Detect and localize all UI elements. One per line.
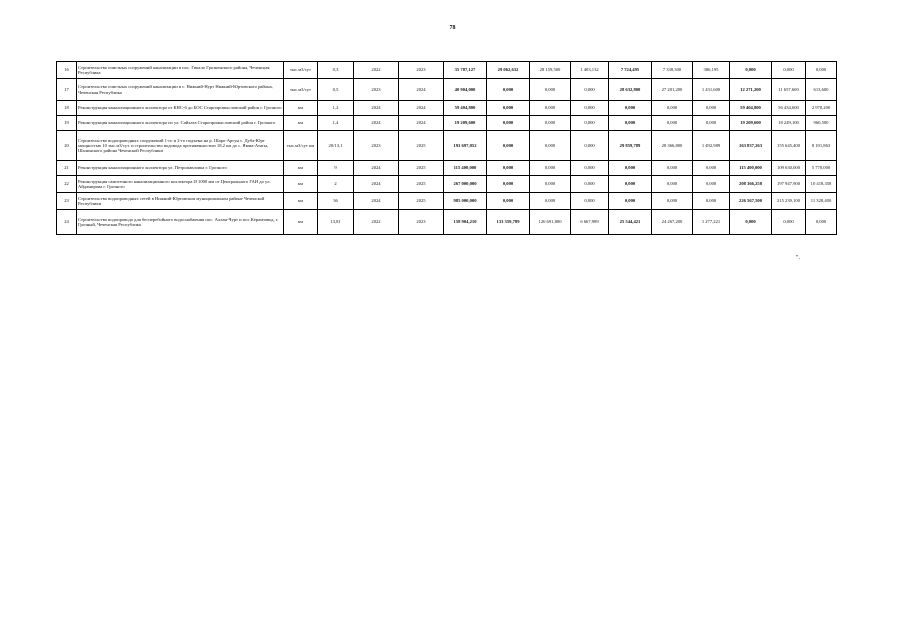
capacity-cell: 1,2 <box>318 101 354 116</box>
start-year-cell: 2024 <box>354 116 399 131</box>
year3-regional-cell: 0,000 <box>806 62 837 79</box>
year1-total-cell: 0,000 <box>487 116 530 131</box>
year3-federal-cell: 197 947,900 <box>772 176 806 193</box>
year2-federal-cell: 7 338,300 <box>652 62 693 79</box>
year3-total-cell: 226 567,500 <box>730 193 772 210</box>
year1-federal-cell: 28 159,500 <box>530 62 571 79</box>
total-cost-cell: 35 787,127 <box>444 62 487 79</box>
year2-total-cell: 29 859,789 <box>609 131 652 161</box>
total-cost-cell: 267 000,000 <box>444 176 487 193</box>
capacity-cell: 1,4 <box>318 116 354 131</box>
year2-federal-cell: 0,000 <box>652 116 693 131</box>
unit-cell: км <box>284 210 318 235</box>
end-year-cell: 2025 <box>399 131 444 161</box>
year3-federal-cell: 11 657,600 <box>772 79 806 101</box>
start-year-cell: 2022 <box>354 62 399 79</box>
year2-federal-cell: 0,000 <box>652 176 693 193</box>
table-row <box>57 210 837 235</box>
year3-regional-cell: 8 191,863 <box>806 131 837 161</box>
year2-total-cell: 25 544,421 <box>609 210 652 235</box>
start-year-cell: 2023 <box>354 131 399 161</box>
year3-federal-cell: 109 630,000 <box>772 161 806 176</box>
end-year-cell: 2025 <box>399 161 444 176</box>
year2-federal-cell: 0,000 <box>652 161 693 176</box>
project-name-cell: Строительство водопроводных сооружений 1-го и 2-го подъема на р. Шаро-Аргун с. Дуба-Юрт мощностью 10 тыс.м3/сут. и строительство водовода протяженностью 18,2 км до с. Ямма-Атагы, Шалинского района Чеченской Республики <box>77 131 284 161</box>
project-name-cell: Строительство очистных сооружений канализации в пос. Гикало Грозненского района, Чеченская Республика <box>77 62 284 79</box>
project-name-cell: Строительство водопровода для бесперебойного водоснабжения пос. Алхан-Чурт и пос.Керамзавод, г. Грозный, Чеченская Республика <box>77 210 284 235</box>
year1-federal-cell: 0,000 <box>530 131 571 161</box>
start-year-cell: 2024 <box>354 193 399 210</box>
year1-total-cell: 0,000 <box>487 193 530 210</box>
row-number-cell: 23 <box>57 193 77 210</box>
year2-federal-cell: 28 366,800 <box>652 131 693 161</box>
year1-regional-cell: 0,000 <box>571 176 609 193</box>
start-year-cell: 2024 <box>354 161 399 176</box>
year3-regional-cell: 0,000 <box>806 210 837 235</box>
year1-regional-cell: 0,000 <box>571 101 609 116</box>
unit-cell: км <box>284 161 318 176</box>
year1-regional-cell: 0,000 <box>571 116 609 131</box>
start-year-cell: 2023 <box>354 79 399 101</box>
year2-federal-cell: 27 201,200 <box>652 79 693 101</box>
capacity-cell: 2 <box>318 176 354 193</box>
year2-regional-cell: 1 277,221 <box>693 210 730 235</box>
year3-federal-cell: 18 249,100 <box>772 116 806 131</box>
total-cost-cell: 193 697,052 <box>444 131 487 161</box>
year2-total-cell: 7 724,495 <box>609 62 652 79</box>
year1-total-cell: 0,000 <box>487 176 530 193</box>
year2-total-cell: 0,000 <box>609 101 652 116</box>
table-row <box>57 116 837 131</box>
project-name-cell: Реконструкция самотечного канализационного коллектора Ø 1000 мм от Центрального ГАИ до ул. Айдамирова г. Грозного <box>77 176 284 193</box>
end-year-cell: 2024 <box>399 116 444 131</box>
year3-regional-cell: 11 328,400 <box>806 193 837 210</box>
row-number-cell: 20 <box>57 131 77 161</box>
total-cost-cell: 985 000,000 <box>444 193 487 210</box>
year1-total-cell: 0,000 <box>487 79 530 101</box>
year3-total-cell: 59 404,800 <box>730 101 772 116</box>
year2-regional-cell: 0,000 <box>693 176 730 193</box>
year1-total-cell: 29 062,632 <box>487 62 530 79</box>
year2-federal-cell: 0,000 <box>652 101 693 116</box>
unit-cell: км <box>284 176 318 193</box>
year1-federal-cell: 0,000 <box>530 176 571 193</box>
year3-regional-cell: 10 418,358 <box>806 176 837 193</box>
year3-total-cell: 115 400,000 <box>730 161 772 176</box>
start-year-cell: 2024 <box>354 101 399 116</box>
year3-regional-cell: 5 770,000 <box>806 161 837 176</box>
year2-regional-cell: 0,000 <box>693 193 730 210</box>
year2-regional-cell: 386,195 <box>693 62 730 79</box>
year2-total-cell: 28 632,800 <box>609 79 652 101</box>
year3-total-cell: 19 209,600 <box>730 116 772 131</box>
unit-cell: тыс.м3/сут <box>284 62 318 79</box>
year3-federal-cell: 155 645,400 <box>772 131 806 161</box>
year3-regional-cell: 2 970,200 <box>806 101 837 116</box>
year3-federal-cell: 0,000 <box>772 62 806 79</box>
year1-regional-cell: 0,000 <box>571 79 609 101</box>
total-cost-cell: 115 400,000 <box>444 161 487 176</box>
row-number-cell: 21 <box>57 161 77 176</box>
year3-total-cell: 12 271,200 <box>730 79 772 101</box>
year1-regional-cell: 1 403,132 <box>571 62 609 79</box>
total-cost-cell: 19 209,600 <box>444 116 487 131</box>
capacity-cell: 36 <box>318 193 354 210</box>
row-number-cell: 24 <box>57 210 77 235</box>
project-name-cell: Реконструкция канализационного коллектора ул. Петропавловка г. Грозного <box>77 161 284 176</box>
year1-federal-cell: 0,000 <box>530 79 571 101</box>
end-year-cell: 2025 <box>399 193 444 210</box>
row-number-cell: 18 <box>57 101 77 116</box>
end-year-cell: 2024 <box>399 79 444 101</box>
table-row <box>57 161 837 176</box>
year1-regional-cell: 0,000 <box>571 161 609 176</box>
year3-total-cell: 0,000 <box>730 62 772 79</box>
year2-federal-cell: 0,000 <box>652 193 693 210</box>
year3-total-cell: 0,000 <box>730 210 772 235</box>
year3-total-cell: 163 837,263 <box>730 131 772 161</box>
end-year-cell: 2024 <box>399 101 444 116</box>
row-number-cell: 19 <box>57 116 77 131</box>
year3-total-cell: 208 366,258 <box>730 176 772 193</box>
year3-federal-cell: 56 434,600 <box>772 101 806 116</box>
table-row <box>57 131 837 161</box>
start-year-cell: 2022 <box>354 210 399 235</box>
capacity-cell: 9 <box>318 161 354 176</box>
unit-cell: км <box>284 101 318 116</box>
end-year-cell: 2023 <box>399 210 444 235</box>
year1-total-cell: 0,000 <box>487 101 530 116</box>
end-year-cell: 2025 <box>399 176 444 193</box>
year2-federal-cell: 24 267,200 <box>652 210 693 235</box>
project-name-cell: Строительство очистных сооружений канализации в с. Нижний-Нурт Нижний-Юртовского района, Чеченская Республика <box>77 79 284 101</box>
page-number: 78 <box>449 25 456 31</box>
start-year-cell: 2024 <box>354 176 399 193</box>
year1-total-cell: 0,000 <box>487 131 530 161</box>
table-row <box>57 101 837 116</box>
year3-regional-cell: 960,500 <box>806 116 837 131</box>
year1-regional-cell: 0,000 <box>571 193 609 210</box>
project-name-cell: Реконструкция канализационного коллектора от КНС-6 до БОС Старопромысловский район г. Грозного <box>77 101 284 116</box>
year3-federal-cell: 215 239,100 <box>772 193 806 210</box>
year2-regional-cell: 0,000 <box>693 161 730 176</box>
year3-federal-cell: 0,000 <box>772 210 806 235</box>
year1-federal-cell: 0,000 <box>530 161 571 176</box>
unit-cell: км <box>284 116 318 131</box>
total-cost-cell: 158 904,210 <box>444 210 487 235</box>
year1-regional-cell: 6 667,989 <box>571 210 609 235</box>
year2-regional-cell: 1 431,600 <box>693 79 730 101</box>
table-row <box>57 176 837 193</box>
table-row <box>57 79 837 101</box>
project-name-cell: Строительство водопроводных сетей в Нижний-Юртовском муниципальном районе Чеченской Республики <box>77 193 284 210</box>
investment-table <box>56 61 837 235</box>
unit-cell: тыс.м3/сут <box>284 79 318 101</box>
year2-total-cell: 0,000 <box>609 116 652 131</box>
end-year-cell: 2023 <box>399 62 444 79</box>
capacity-cell: 13,81 <box>318 210 354 235</box>
year1-total-cell: 133 359,789 <box>487 210 530 235</box>
year2-regional-cell: 1 492,989 <box>693 131 730 161</box>
row-number-cell: 16 <box>57 62 77 79</box>
table-row <box>57 62 837 79</box>
year2-total-cell: 0,000 <box>609 161 652 176</box>
year1-federal-cell: 0,000 <box>530 101 571 116</box>
year2-total-cell: 0,000 <box>609 176 652 193</box>
capacity-cell: 0,5 <box>318 79 354 101</box>
year2-regional-cell: 0,000 <box>693 101 730 116</box>
year1-total-cell: 0,000 <box>487 161 530 176</box>
project-name-cell: Реконструкция канализационного коллектора по ул. Сайхата Старопромысловский район г. Грозного <box>77 116 284 131</box>
year1-federal-cell: 0,000 <box>530 116 571 131</box>
total-cost-cell: 40 904,000 <box>444 79 487 101</box>
year1-federal-cell: 0,000 <box>530 193 571 210</box>
unit-cell: км <box>284 193 318 210</box>
year2-total-cell: 0,000 <box>609 193 652 210</box>
year1-federal-cell: 126 691,800 <box>530 210 571 235</box>
table-row <box>57 193 837 210</box>
row-number-cell: 22 <box>57 176 77 193</box>
capacity-cell: 0,3 <box>318 62 354 79</box>
unit-cell: тыс.м3/сут км <box>284 131 318 161</box>
capacity-cell: 20/13,1 <box>318 131 354 161</box>
year1-regional-cell: 0,000 <box>571 131 609 161</box>
closing-quote-mark: ". <box>796 255 800 261</box>
year2-regional-cell: 0,000 <box>693 116 730 131</box>
total-cost-cell: 59 404,800 <box>444 101 487 116</box>
year3-regional-cell: 613,600 <box>806 79 837 101</box>
row-number-cell: 17 <box>57 79 77 101</box>
